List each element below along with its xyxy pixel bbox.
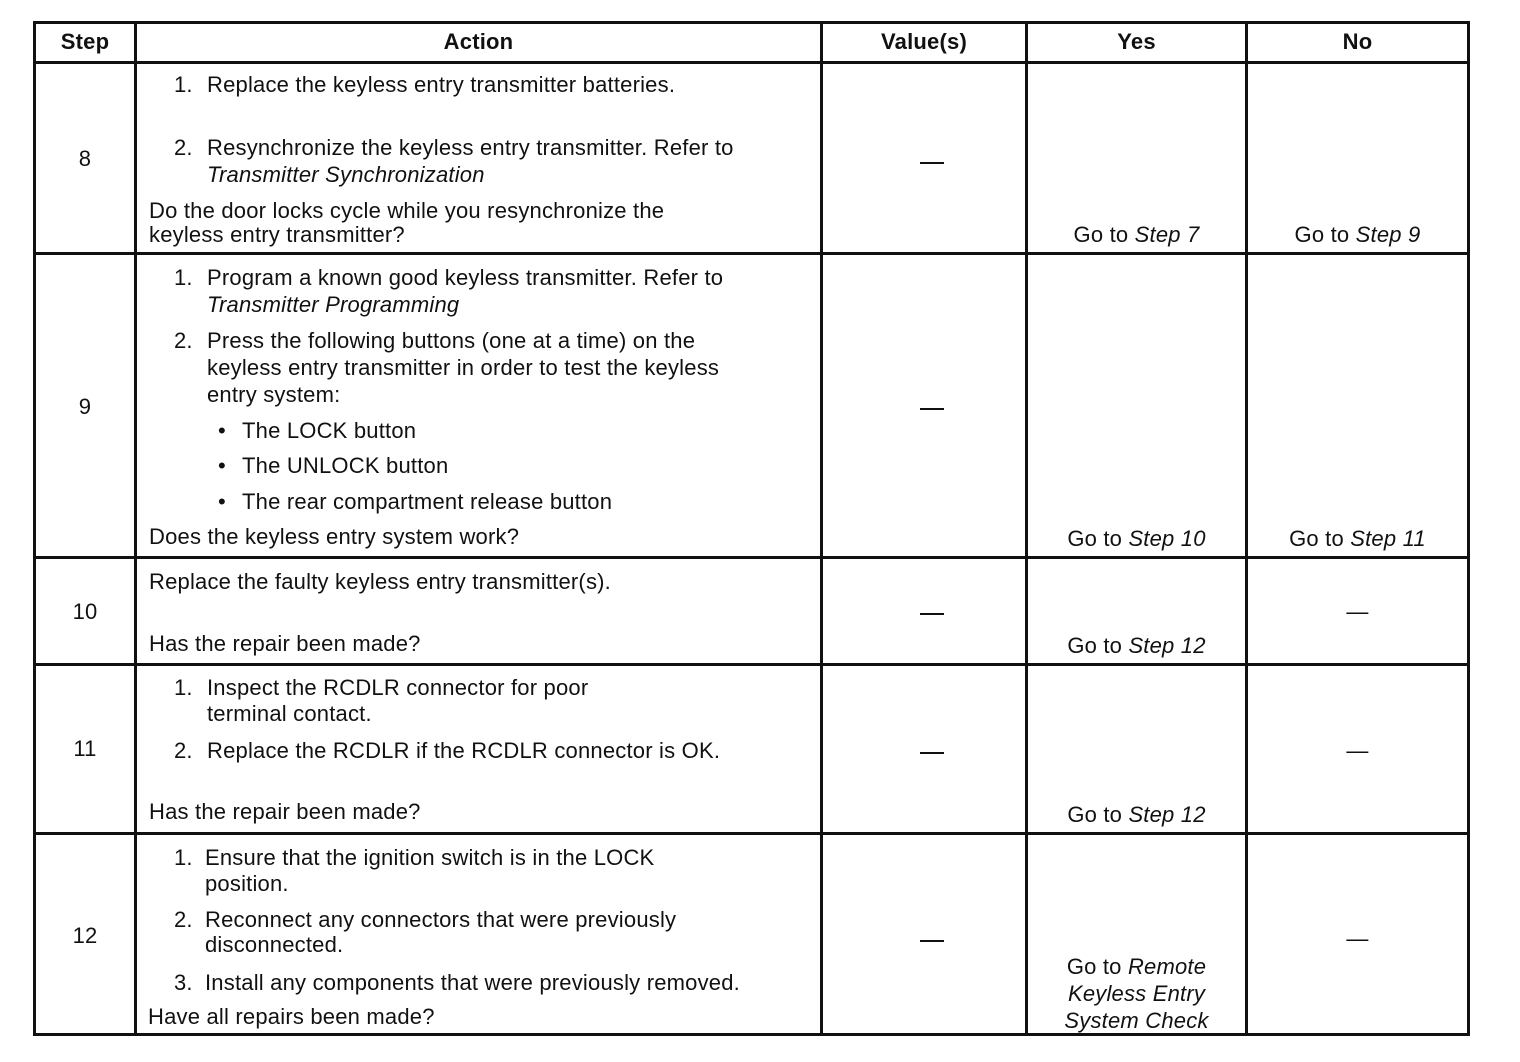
item-number: 1.	[174, 265, 193, 290]
action-text: terminal contact.	[207, 701, 372, 726]
yes-result: Keyless Entry	[1067, 981, 1206, 1006]
yes-result: Go to Step 12	[1067, 802, 1206, 827]
header-yes: Yes	[1117, 29, 1156, 54]
action-text: keyless entry transmitter in order to test the keyless	[207, 355, 720, 380]
no-result: Go to Step 11	[1289, 526, 1426, 551]
yes-result: Go to Step 12	[1067, 633, 1206, 658]
header-values: Value(s)	[881, 29, 967, 54]
row-divider	[33, 663, 1470, 666]
question-text: Have all repairs been made?	[148, 1004, 435, 1029]
question-text: Has the repair been made?	[149, 799, 421, 824]
row-divider	[33, 61, 1470, 64]
header-no: No	[1342, 29, 1373, 54]
item-number: 2.	[174, 907, 193, 932]
bullet-text: The rear compartment release button	[242, 489, 613, 514]
yes-result: Go to Step 7	[1073, 222, 1200, 247]
item-number: 1.	[174, 845, 193, 870]
value-dash	[920, 940, 944, 942]
item-number: 1.	[174, 72, 193, 97]
col-divider	[134, 21, 137, 1036]
row-divider	[33, 556, 1470, 559]
action-text: Install any components that were previously removed.	[205, 970, 740, 995]
row-divider	[33, 832, 1470, 835]
item-number: 2.	[174, 738, 193, 763]
bullet-text: The UNLOCK button	[242, 453, 449, 478]
header-action: Action	[443, 29, 514, 54]
action-text: disconnected.	[205, 932, 344, 957]
item-number: 2.	[174, 328, 193, 353]
action-text: Reconnect any connectors that were previously	[205, 907, 677, 932]
action-text: Replace the faulty keyless entry transmitter(s).	[149, 569, 611, 594]
action-text: Ensure that the ignition switch is in the LOCK	[205, 845, 655, 870]
no-result: —	[1346, 738, 1369, 763]
value-dash	[920, 408, 944, 410]
step-number: 10	[72, 599, 98, 624]
no-result: —	[1346, 926, 1369, 951]
yes-result: Go to Step 10	[1067, 526, 1206, 551]
question-text: keyless entry transmitter?	[149, 222, 405, 247]
action-text: Press the following buttons (one at a time) on the	[207, 328, 696, 353]
reference-link: Transmitter Programming	[207, 292, 460, 317]
action-text: Replace the RCDLR if the RCDLR connector is OK.	[207, 738, 721, 763]
question-text: Does the keyless entry system work?	[149, 524, 520, 549]
bullet-icon: •	[218, 453, 226, 478]
yes-result: Go to Remote	[1066, 954, 1207, 979]
action-text: Inspect the RCDLR connector for poor	[207, 675, 589, 700]
row-divider	[33, 252, 1470, 255]
bullet-text: The LOCK button	[242, 418, 417, 443]
item-number: 1.	[174, 675, 193, 700]
value-dash	[920, 162, 944, 164]
value-dash	[920, 613, 944, 615]
no-result: —	[1346, 599, 1369, 624]
bullet-icon: •	[218, 489, 226, 514]
question-text: Do the door locks cycle while you resynchronize the	[149, 198, 665, 223]
step-number: 11	[73, 736, 97, 761]
action-text: Program a known good keyless transmitter. Refer to	[207, 265, 724, 290]
item-number: 3.	[174, 970, 193, 995]
step-number: 8	[78, 146, 92, 171]
col-divider	[820, 21, 823, 1036]
yes-result: System Check	[1064, 1008, 1209, 1033]
action-text: position.	[205, 871, 289, 896]
action-text: entry system:	[207, 382, 341, 407]
item-number: 2.	[174, 135, 193, 160]
action-text: Resynchronize the keyless entry transmitter. Refer to	[207, 135, 734, 160]
question-text: Has the repair been made?	[149, 631, 421, 656]
step-number: 9	[78, 394, 92, 419]
value-dash	[920, 752, 944, 754]
bullet-icon: •	[218, 418, 226, 443]
no-result: Go to Step 9	[1294, 222, 1421, 247]
header-step: Step	[60, 29, 110, 54]
reference-link: Transmitter Synchronization	[207, 162, 485, 187]
action-text: Replace the keyless entry transmitter batteries.	[207, 72, 676, 97]
step-number: 12	[72, 923, 98, 948]
